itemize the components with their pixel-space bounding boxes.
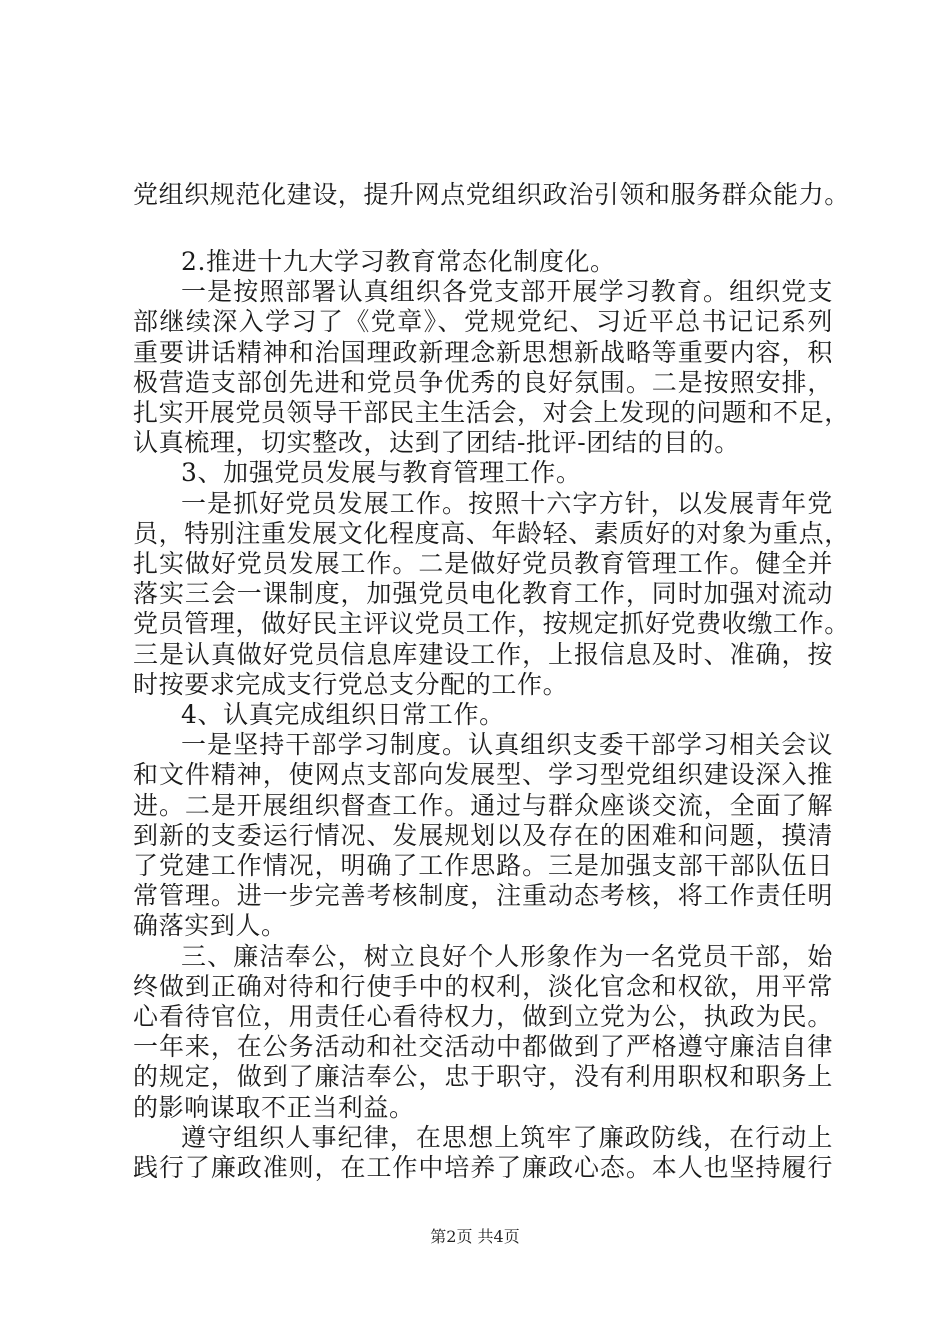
text-line: 扎实做好党员发展工作。二是做好党员教育管理工作。健全并 <box>133 549 833 578</box>
text-line: 重要讲话精神和治国理政新理念新思想新战略等重要内容，积 <box>133 338 833 367</box>
text-line: 员，特别注重发展文化程度高、年龄轻、素质好的对象为重点， <box>133 519 850 548</box>
text-line: 到新的支委运行情况、发展规划以及存在的困难和问题，摸清 <box>133 821 833 850</box>
text-line: 践行了廉政准则，在工作中培养了廉政心态。本人也坚持履行 <box>133 1153 833 1182</box>
text-line: 进。二是开展组织督查工作。通过与群众座谈交流，全面了解 <box>133 791 833 820</box>
text-line: 常管理。进一步完善考核制度，注重动态考核，将工作责任明 <box>133 881 833 910</box>
text-line: 和文件精神，使网点支部向发展型、学习型党组织建设深入推 <box>133 760 833 789</box>
text-line: 党员管理，做好民主评议党员工作，按规定抓好党费收缴工作。 <box>133 609 850 638</box>
text-line: 一是按照部署认真组织各党支部开展学习教育。组织党支 <box>181 277 833 306</box>
text-line: 一是坚持干部学习制度。认真组织支委干部学习相关会议 <box>181 730 833 759</box>
page-footer: 第2页 共4页 <box>430 1227 520 1246</box>
text-line: 2.推进十九大学习教育常态化制度化。 <box>181 247 616 276</box>
text-line: 部继续深入学习了《党章》、党规党纪、习近平总书记记系列 <box>133 307 833 336</box>
text-line: 三是认真做好党员信息库建设工作，上报信息及时、准确，按 <box>133 640 833 669</box>
text-line: 极营造支部创先进和党员争优秀的良好氛围。二是按照安排， <box>133 368 833 397</box>
text-line: 落实三会一课制度，加强党员电化教育工作，同时加强对流动 <box>133 579 833 608</box>
text-line: 了党建工作情况，明确了工作思路。三是加强支部干部队伍日 <box>133 851 833 880</box>
text-line: 认真梳理，切实整改，达到了团结-批评-团结的目的。 <box>133 428 740 457</box>
text-line: 的影响谋取不正当利益。 <box>133 1093 415 1122</box>
text-line: 遵守组织人事纪律，在思想上筑牢了廉政防线，在行动上 <box>181 1123 833 1152</box>
text-line: 一年来，在公务活动和社交活动中都做到了严格遵守廉洁自律 <box>133 1032 833 1061</box>
text-line: 的规定，做到了廉洁奉公，忠于职守，没有利用职权和职务上 <box>133 1062 833 1091</box>
text-line: 党组织规范化建设，提升网点党组织政治引领和服务群众能力。 <box>133 180 850 209</box>
text-line: 一是抓好党员发展工作。按照十六字方针，以发展青年党 <box>181 489 833 518</box>
text-line: 扎实开展党员领导干部民主生活会，对会上发现的问题和不足， <box>133 398 850 427</box>
text-line: 三、廉洁奉公，树立良好个人形象作为一名党员干部，始 <box>181 942 833 971</box>
text-line: 心看待官位，用责任心看待权力，做到立党为公，执政为民。 <box>133 1002 833 1031</box>
text-line: 终做到正确对待和行使手中的权利，淡化官念和权欲，用平常 <box>133 972 833 1001</box>
text-line: 时按要求完成支行党总支分配的工作。 <box>133 670 569 699</box>
text-line: 确落实到人。 <box>133 911 287 940</box>
text-line: 3、加强党员发展与教育管理工作。 <box>181 458 582 487</box>
text-line: 4、认真完成组织日常工作。 <box>181 700 505 729</box>
